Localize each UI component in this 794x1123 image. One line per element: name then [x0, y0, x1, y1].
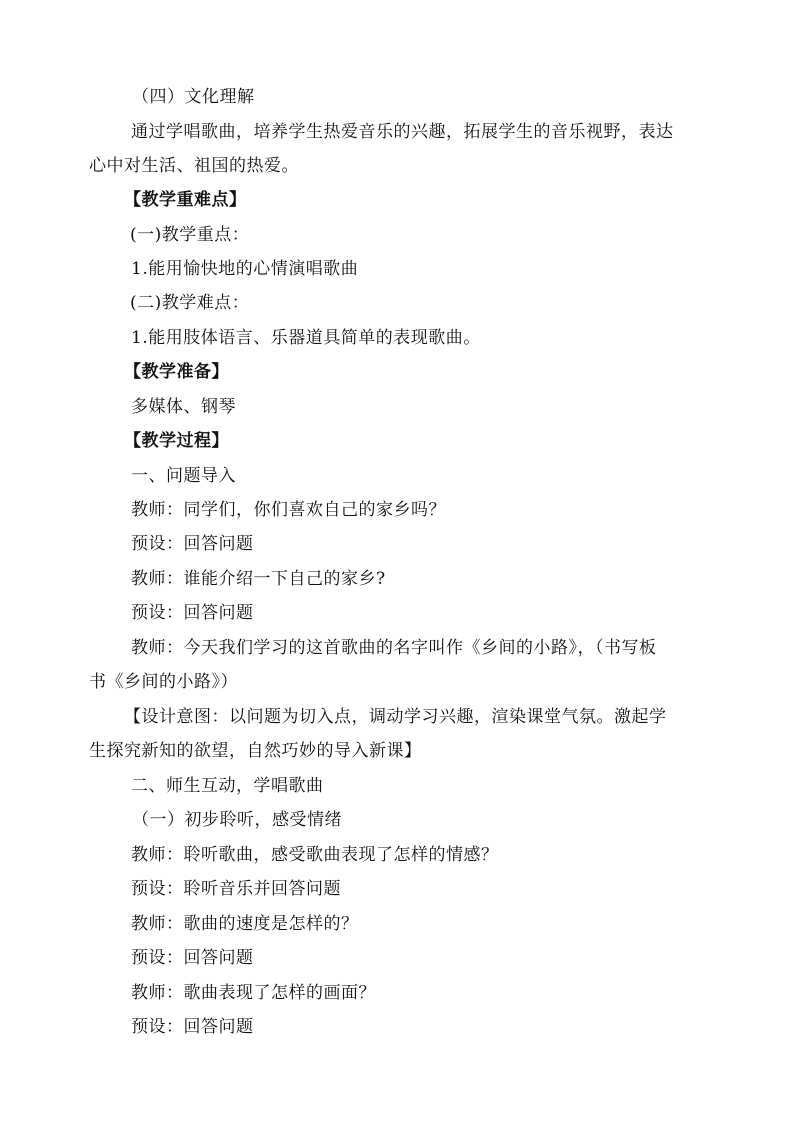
dialogue-line: 预设：回答问题	[131, 948, 254, 968]
subheading-key-points: (一)教学重点：	[130, 225, 250, 245]
paragraph-line: 多媒体、钢琴	[131, 397, 236, 417]
design-intent-line: 【设计意图：以问题为切入点，调动学习兴趣，渲染课堂气氛。激起学	[124, 707, 667, 727]
design-intent-line: 生探究新知的欲望，自然巧妙的导入新课】	[89, 741, 422, 761]
dialogue-line: 教师：聆听歌曲，感受歌曲表现了怎样的情感？	[131, 845, 499, 865]
dialogue-line: 书《乡间的小路》）	[89, 672, 238, 692]
section-heading-intro: 一、问题导入	[131, 466, 236, 486]
dialogue-line: 教师：谁能介绍一下自己的家乡?	[131, 569, 386, 589]
dialogue-line: 教师：歌曲的速度是怎样的？	[131, 914, 359, 934]
list-item: 1.能用愉快地的心情演唱歌曲	[131, 259, 359, 279]
heading-teaching-preparation: 【教学准备】	[124, 362, 229, 382]
heading-teaching-process: 【教学过程】	[124, 431, 229, 451]
dialogue-line: 预设：回答问题	[131, 1017, 254, 1037]
dialogue-line: 预设：回答问题	[131, 534, 254, 554]
dialogue-line: 预设：回答问题	[131, 603, 254, 623]
subheading-listening: （一）初步聆听，感受情绪	[132, 810, 342, 830]
dialogue-line: 教师：今天我们学习的这首歌曲的名字叫作《乡间的小路》，（书写板	[131, 638, 657, 658]
section-heading-interaction: 二、师生互动，学唱歌曲	[131, 776, 324, 796]
dialogue-line: 教师：歌曲表现了怎样的画面？	[131, 983, 376, 1003]
dialogue-line: 教师：同学们，你们喜欢自己的家乡吗？	[131, 500, 446, 520]
heading-key-difficult-points: 【教学重难点】	[124, 190, 247, 210]
paragraph-line: 通过学唱歌曲，培养学生热爱音乐的兴趣，拓展学生的音乐视野，表达	[131, 122, 674, 142]
dialogue-line: 预设：聆听音乐并回答问题	[131, 879, 341, 899]
list-item: 1.能用肢体语言、乐器道具简单的表现歌曲。	[131, 328, 481, 348]
subheading-difficult-points: (二)教学难点：	[130, 293, 250, 313]
paragraph-line: 心中对生活、祖国的热爱。	[89, 156, 299, 176]
section-heading-culture: （四）文化理解	[132, 87, 255, 107]
